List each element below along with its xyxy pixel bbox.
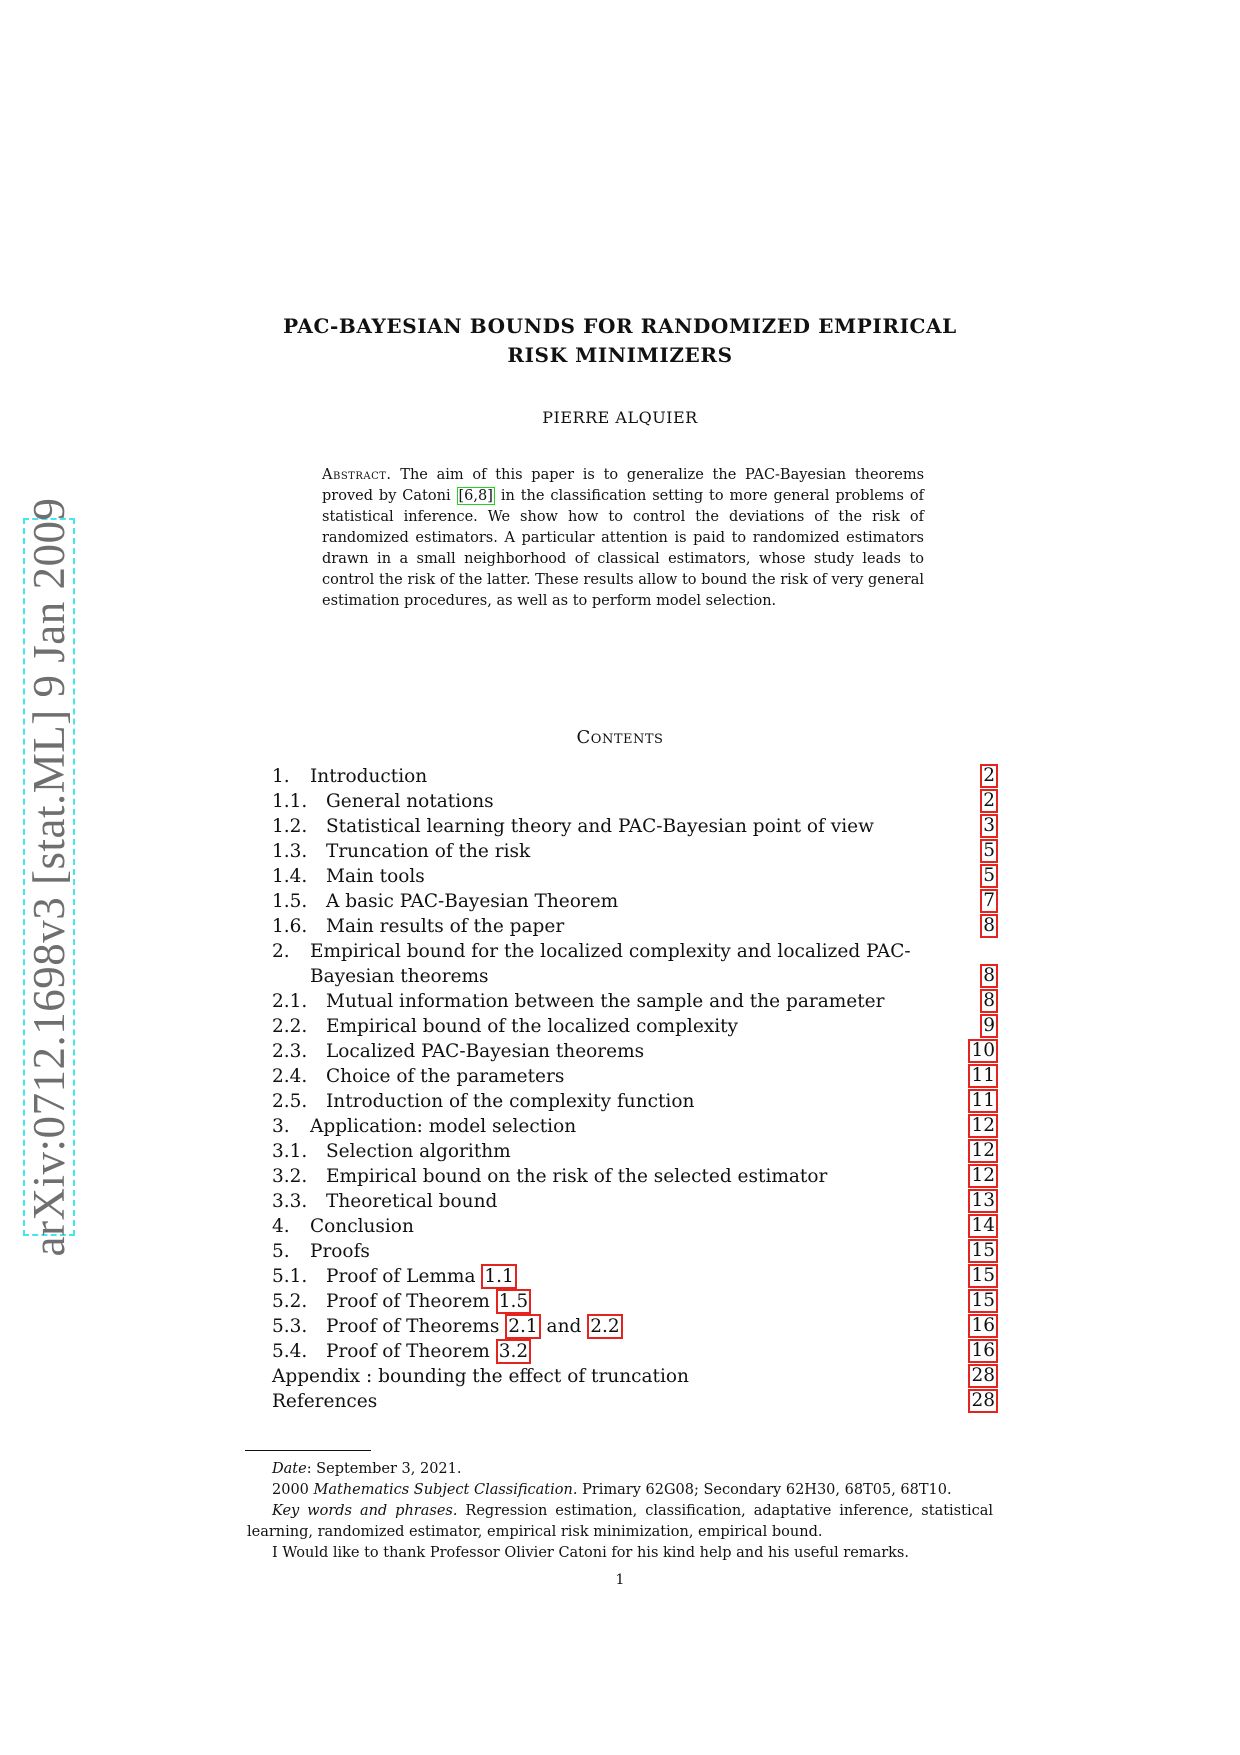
toc-entry[interactable] <box>272 864 998 889</box>
citation-link[interactable] <box>457 487 495 505</box>
title-line-1: PAC-BAYESIAN BOUNDS FOR RANDOMIZED EMPIRICAL <box>283 314 957 338</box>
toc-entry[interactable] <box>272 789 998 814</box>
toc-entry-title[interactable]: Conclusion <box>310 1216 414 1237</box>
toc-cross-ref[interactable]: 1.5 <box>496 1289 531 1314</box>
toc-entry-title[interactable]: Theoretical bound <box>326 1191 498 1212</box>
toc-page-link[interactable]: 2 <box>980 789 998 813</box>
toc-entry-number: 5.1. <box>272 1266 308 1287</box>
toc-entry[interactable] <box>272 914 998 939</box>
toc-page-link[interactable]: 8 <box>980 914 998 938</box>
toc-entry[interactable] <box>272 1239 998 1264</box>
abstract-label: Abstract. <box>322 467 392 483</box>
msc-prefix: 2000 <box>272 1482 309 1498</box>
toc-page-link[interactable]: 15 <box>968 1239 998 1263</box>
toc-entry-number: 5.4. <box>272 1341 308 1362</box>
arxiv-id: arXiv:0712.1698v3 [stat.ML] 9 Jan 2009 <box>24 497 74 1257</box>
toc-entry-number: 2.4. <box>272 1066 308 1087</box>
toc-cross-ref[interactable]: 3.2 <box>496 1339 531 1364</box>
toc-entry-title[interactable]: Selection algorithm <box>326 1141 511 1162</box>
toc-entry-title[interactable]: Proof of Lemma <box>326 1266 476 1287</box>
toc-entry-number: 1. <box>272 766 290 787</box>
toc-entry-title[interactable]: Main tools <box>326 866 425 887</box>
toc-entry-title[interactable]: Introduction of the complexity function <box>326 1091 695 1112</box>
toc-entry-number: 5.3. <box>272 1316 308 1337</box>
page-number: 1 <box>615 1572 625 1588</box>
toc-entry-number: 2.5. <box>272 1091 308 1112</box>
footnote-keywords <box>247 1501 993 1543</box>
toc-entry-title[interactable]: Empirical bound for the localized complexity and localized PAC-Bayesian theorems <box>310 941 911 987</box>
toc-page-link[interactable]: 9 <box>980 1014 998 1038</box>
table-of-contents <box>272 764 998 1414</box>
toc-page-link[interactable]: 16 <box>968 1314 998 1338</box>
msc-label: Mathematics Subject Classification. <box>313 1482 578 1498</box>
toc-page-link[interactable]: 8 <box>980 964 998 988</box>
toc-cross-ref[interactable]: 2.1 <box>505 1314 540 1339</box>
toc-page-link[interactable]: 28 <box>968 1389 998 1413</box>
footnote-date <box>247 1459 993 1480</box>
keywords-value: Regression estimation, classification, adaptative inference, statistical learning, randomized estimator, empirical risk minimization, empirical bound. <box>247 1503 993 1540</box>
toc-entry-number: 5. <box>272 1241 290 1262</box>
toc-page-link[interactable]: 12 <box>968 1114 998 1138</box>
toc-entry[interactable] <box>272 1164 998 1189</box>
toc-entry-number: 2.1. <box>272 991 308 1012</box>
toc-entry[interactable] <box>272 989 998 1014</box>
toc-page-link[interactable]: 3 <box>980 814 998 838</box>
toc-page-link[interactable]: 10 <box>968 1039 998 1063</box>
toc-entry-title[interactable]: Statistical learning theory and PAC-Bayesian point of view <box>326 816 874 837</box>
toc-page-link[interactable]: 15 <box>968 1264 998 1288</box>
abstract <box>322 465 924 612</box>
abstract-text-before: The aim of this paper is to generalize the PAC-Bayesian theorems proved by Catoni <box>322 467 925 504</box>
toc-entry-title[interactable]: Mutual information between the sample and the parameter <box>326 991 885 1012</box>
msc-value: Primary 62G08; Secondary 62H30, 68T05, 68T10. <box>582 1482 952 1498</box>
toc-page-link[interactable]: 12 <box>968 1164 998 1188</box>
toc-entry[interactable] <box>272 839 998 864</box>
toc-entry-title[interactable]: Empirical bound on the risk of the selected estimator <box>326 1166 828 1187</box>
footnotes <box>247 1459 993 1564</box>
toc-entry-number: 3.3. <box>272 1191 308 1212</box>
toc-entry-number: 1.2. <box>272 816 308 837</box>
keywords-label: Key words and phrases. <box>272 1503 458 1519</box>
toc-page-link[interactable]: 11 <box>968 1089 998 1113</box>
toc-entry-number: 1.4. <box>272 866 308 887</box>
toc-page-link[interactable]: 13 <box>968 1189 998 1213</box>
toc-cross-ref[interactable]: 2.2 <box>587 1314 622 1339</box>
date-value: : September 3, 2021. <box>306 1461 462 1477</box>
toc-page-link[interactable]: 12 <box>968 1139 998 1163</box>
toc-page-link[interactable]: 5 <box>980 839 998 863</box>
toc-entry-number: 1.3. <box>272 841 308 862</box>
abstract-text-after: in the classification setting to more general problems of statistical inference. We show how to control the deviations of the risk of randomized estimators. A particular attention is paid to randomized estimators drawn in a small neighborhood of classical estimators, whose study leads to control the risk of the latter. These results allow to bound the risk of very general estimation procedures, as well as to perform model selection. <box>322 488 925 609</box>
toc-heading: Contents <box>576 727 664 748</box>
toc-entry-number: 1.6. <box>272 916 308 937</box>
toc-entry[interactable] <box>272 1364 998 1389</box>
toc-entry[interactable] <box>272 1189 998 1214</box>
toc-entry-number: 3.1. <box>272 1141 308 1162</box>
toc-page-link[interactable]: 28 <box>968 1364 998 1388</box>
citation-6[interactable]: [6, <box>458 488 479 504</box>
toc-entry-title[interactable]: Application: model selection <box>310 1116 577 1137</box>
toc-cross-ref[interactable]: 1.1 <box>481 1264 516 1289</box>
toc-entry-title[interactable]: Proof of Theorems <box>326 1316 500 1337</box>
paper-title <box>250 312 990 370</box>
toc-entry-number: 2. <box>272 941 290 962</box>
title-line-2: RISK MINIMIZERS <box>507 343 733 367</box>
toc-entry-title[interactable]: Main results of the paper <box>326 916 565 937</box>
footnote-thanks: I Would like to thank Professor Olivier Catoni for his kind help and his useful remarks. <box>272 1545 909 1561</box>
toc-entry[interactable] <box>272 1114 998 1139</box>
toc-entry[interactable] <box>272 1039 998 1064</box>
toc-entry[interactable] <box>272 1289 998 1314</box>
toc-page-link[interactable]: 14 <box>968 1214 998 1238</box>
toc-page-link[interactable]: 7 <box>980 889 998 913</box>
arxiv-stamp <box>23 497 75 1257</box>
toc-page-link[interactable]: 11 <box>968 1064 998 1088</box>
toc-entry-number: 4. <box>272 1216 290 1237</box>
toc-entry[interactable] <box>272 1314 998 1339</box>
toc-entry[interactable] <box>272 814 998 839</box>
toc-entry-number: 2.2. <box>272 1016 308 1037</box>
toc-entry-title[interactable]: General notations <box>326 791 494 812</box>
toc-entry-title[interactable]: Choice of the parameters <box>326 1066 565 1087</box>
toc-entry-title[interactable]: Appendix : bounding the effect of truncation <box>272 1366 689 1387</box>
footnote-rule <box>245 1450 371 1451</box>
author: PIERRE ALQUIER <box>542 408 698 427</box>
toc-entry[interactable] <box>272 1139 998 1164</box>
toc-entry-connector: and <box>546 1316 582 1337</box>
toc-entry-title[interactable]: A basic PAC-Bayesian Theorem <box>326 891 619 912</box>
toc-entry-title[interactable]: Proof of Theorem <box>326 1291 490 1312</box>
toc-entry[interactable] <box>272 764 998 789</box>
toc-entry-title[interactable]: Truncation of the risk <box>326 841 531 862</box>
toc-entry[interactable] <box>272 1389 998 1414</box>
toc-entry[interactable] <box>272 939 998 989</box>
toc-entry[interactable] <box>272 889 998 914</box>
toc-page-link[interactable]: 5 <box>980 864 998 888</box>
toc-entry-title[interactable]: Localized PAC-Bayesian theorems <box>326 1041 645 1062</box>
toc-entry-number: 1.5. <box>272 891 308 912</box>
toc-entry-number: 1.1. <box>272 791 308 812</box>
toc-entry[interactable] <box>272 1064 998 1089</box>
toc-page-link[interactable]: 8 <box>980 989 998 1013</box>
date-label: Date <box>272 1461 307 1477</box>
toc-page-link[interactable]: 2 <box>980 764 998 788</box>
toc-entry[interactable] <box>272 1089 998 1114</box>
toc-entry[interactable] <box>272 1014 998 1039</box>
toc-entry-title[interactable]: Introduction <box>310 766 428 787</box>
footnote-msc <box>247 1480 993 1501</box>
toc-entry-title[interactable]: Proofs <box>310 1241 370 1262</box>
toc-page-link[interactable]: 16 <box>968 1339 998 1363</box>
toc-entry-title[interactable]: Proof of Theorem <box>326 1341 490 1362</box>
toc-entry[interactable] <box>272 1339 998 1364</box>
toc-entry-number: 3. <box>272 1116 290 1137</box>
toc-entry-title[interactable]: References <box>272 1391 378 1412</box>
toc-entry-title[interactable]: Empirical bound of the localized complexity <box>326 1016 739 1037</box>
toc-entry[interactable] <box>272 1214 998 1239</box>
toc-entry[interactable] <box>272 1264 998 1289</box>
toc-entry-number: 2.3. <box>272 1041 308 1062</box>
citation-8[interactable]: 8] <box>478 488 493 504</box>
toc-page-link[interactable]: 15 <box>968 1289 998 1313</box>
toc-entry-number: 5.2. <box>272 1291 308 1312</box>
toc-entry-number: 3.2. <box>272 1166 308 1187</box>
